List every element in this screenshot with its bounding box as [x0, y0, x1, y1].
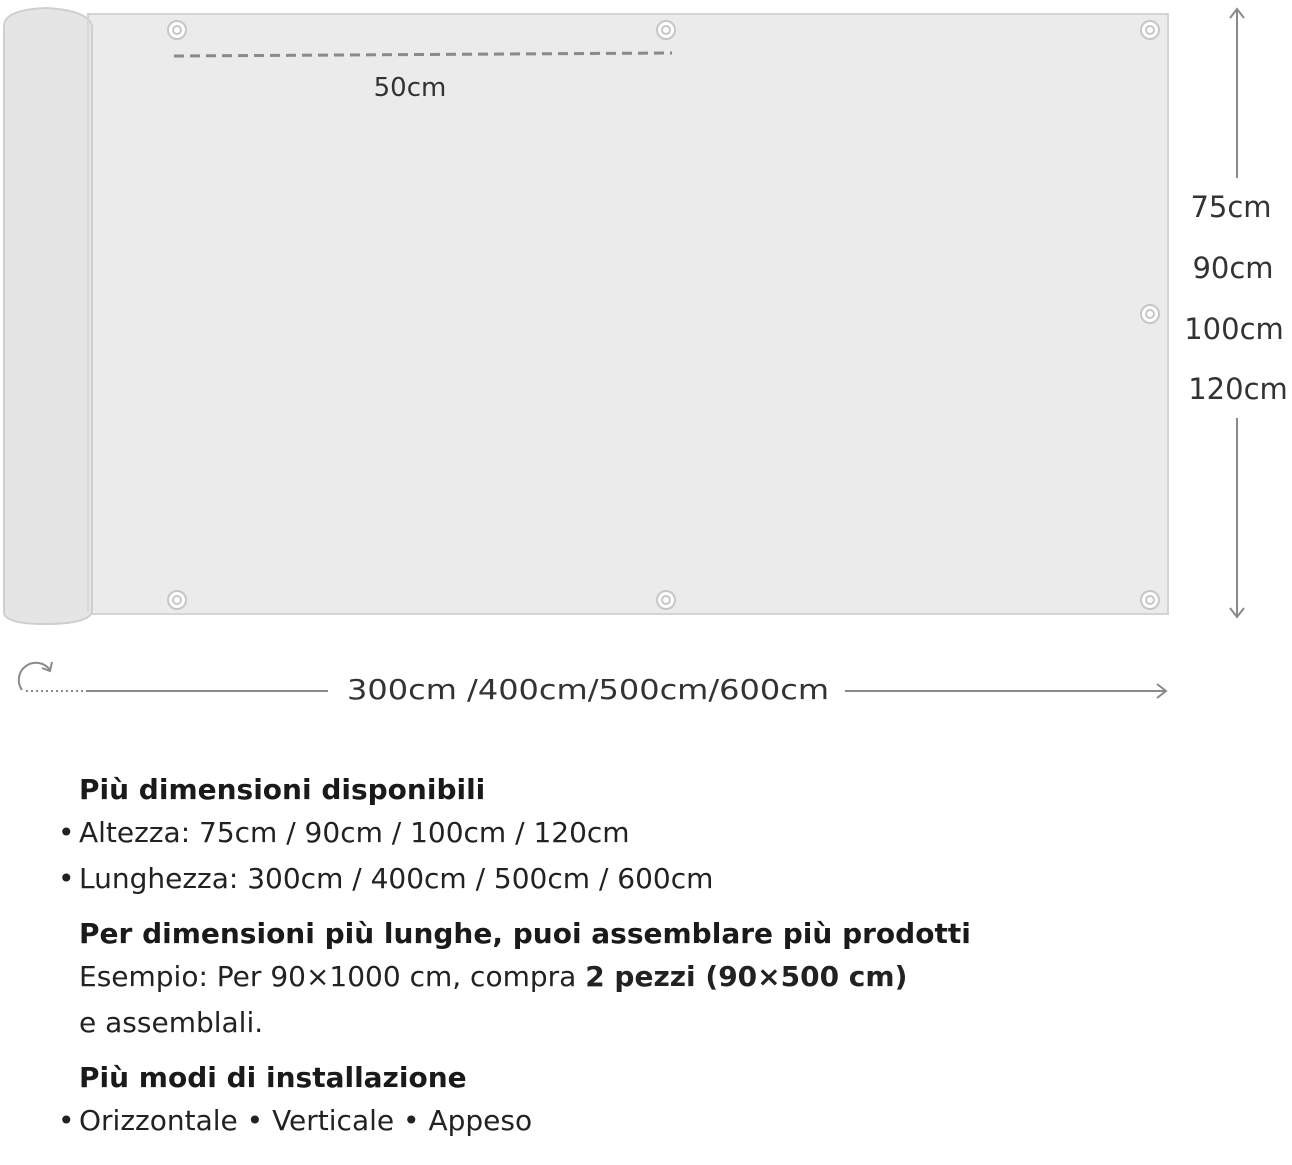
install-mode-vertical: Verticale	[272, 1104, 395, 1137]
sizes-heading: Più dimensioni disponibili	[79, 773, 486, 806]
install-modes	[58, 1098, 1258, 1144]
height-options	[58, 810, 1258, 856]
bullet: •	[58, 862, 75, 895]
height-options-text: Altezza: 75cm / 90cm / 100cm / 120cm	[79, 816, 630, 849]
length-label: 300cm /400cm/500cm/600cm	[347, 673, 829, 706]
height-label-100: 100cm	[1184, 312, 1284, 346]
example-bold: 2 pezzi (90×500 cm)	[585, 960, 908, 993]
height-label-75: 75cm	[1190, 190, 1272, 224]
bullet: •	[58, 1104, 75, 1137]
height-label-90: 90cm	[1192, 251, 1274, 285]
bullet: •	[403, 1104, 420, 1137]
unroll-icon	[19, 662, 52, 690]
example-suffix: e assemblali.	[79, 1006, 264, 1039]
product-info	[58, 770, 1258, 1144]
example-line	[79, 954, 1258, 1000]
bullet: •	[246, 1104, 264, 1137]
example-prefix: Esempio: Per 90×1000 cm, compra	[79, 960, 586, 993]
length-options-text: Lunghezza: 300cm / 400cm / 500cm / 600cm	[79, 862, 714, 895]
fabric-roll	[4, 8, 92, 624]
install-mode-hanging: Appeso	[428, 1104, 533, 1137]
height-label-120: 120cm	[1188, 372, 1288, 406]
install-mode-horizontal: Orizzontale	[79, 1104, 238, 1137]
longer-heading: Per dimensioni più lunghe, puoi assemblare più prodotti	[79, 917, 971, 950]
screen-panel	[88, 14, 1168, 614]
bullet: •	[58, 816, 75, 849]
install-heading: Più modi di installazione	[79, 1061, 467, 1094]
spacing-label: 50cm	[373, 73, 447, 103]
length-options	[58, 856, 1258, 902]
